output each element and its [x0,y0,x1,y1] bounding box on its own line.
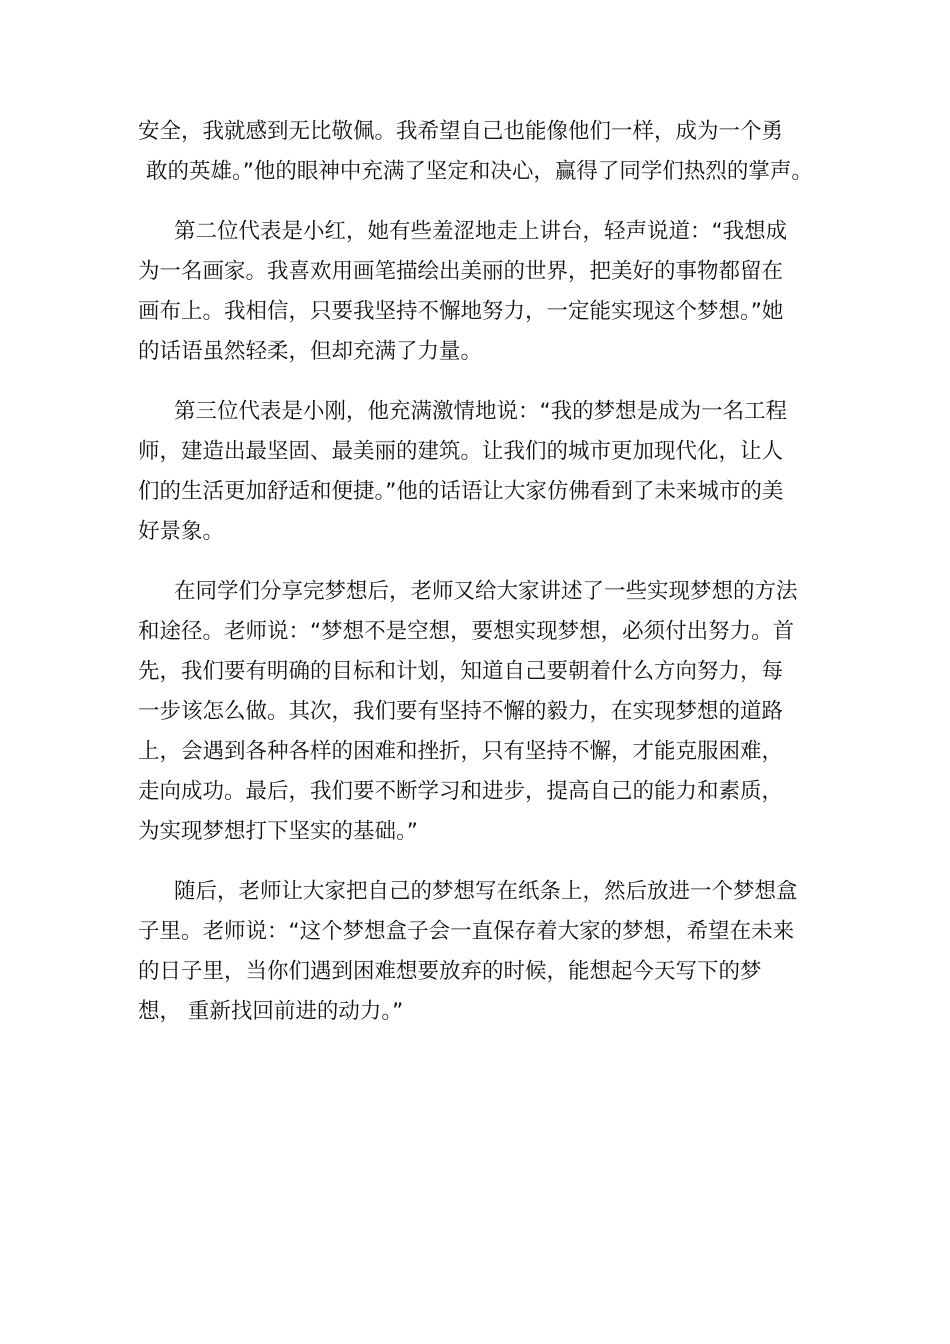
text-line: 画布上。我相信，只要我坚持不懈地努力，一定能实现这个梦想。”她 [138,299,784,324]
text-line: 第三位代表是小刚，他充满激情地说：“我的梦想是成为一名工程 [174,399,788,424]
text-line: 敢的英雄。”他的眼神中充满了坚定和决心，赢得了同学们热烈的掌声。 [146,159,813,184]
text-line: 第二位代表是小红，她有些羞涩地走上讲台，轻声说道：“我想成 [174,219,788,244]
text-line: 的话语虽然轻柔，但却充满了力量。 [138,339,483,364]
document-body [138,112,818,1052]
text-line: 为实现梦想打下坚实的基础。” [138,819,418,844]
text-line: 在同学们分享完梦想后，老师又给大家讲述了一些实现梦想的方法 [174,579,798,604]
text-line: 一步该怎么做。其次，我们要有坚持不懈的毅力，在实现梦想的道路 [138,699,784,724]
paragraph-continuation [138,112,818,192]
text-line: 师，建造出最坚固、最美丽的建筑。让我们的城市更加现代化，让人 [138,439,784,464]
text-line: 先，我们要有明确的目标和计划，知道自己要朝着什么方向努力，每 [138,659,784,684]
text-line: 上，会遇到各种各样的困难和挫折，只有坚持不懈，才能克服困难， [138,739,784,764]
paragraph-teacher-advice [138,572,818,852]
paragraph-xiaogang [138,392,818,552]
text-line: 想， 重新找回前进的动力。” [138,999,404,1024]
text-line: 们的生活更加舒适和便捷。”他的话语让大家仿佛看到了未来城市的美 [138,479,784,504]
text-line: 好景象。 [138,519,225,544]
paragraph-dream-box [138,872,818,1032]
text-line: 随后，老师让大家把自己的梦想写在纸条上，然后放进一个梦想盒 [174,879,798,904]
text-line: 安全，我就感到无比敬佩。我希望自己也能像他们一样，成为一个勇 [138,119,784,144]
text-line: 的日子里，当你们遇到困难想要放弃的时候，能想起今天写下的梦 [138,959,762,984]
text-line: 走向成功。最后，我们要不断学习和进步，提高自己的能力和素质， [138,779,784,804]
paragraph-xiaohong [138,212,818,372]
text-line: 子里。老师说：“这个梦想盒子会一直保存着大家的梦想，希望在未来 [138,919,795,944]
text-line: 和途径。老师说：“梦想不是空想，要想实现梦想，必须付出努力。首 [138,619,795,644]
text-line: 为一名画家。我喜欢用画笔描绘出美丽的世界，把美好的事物都留在 [138,259,784,284]
